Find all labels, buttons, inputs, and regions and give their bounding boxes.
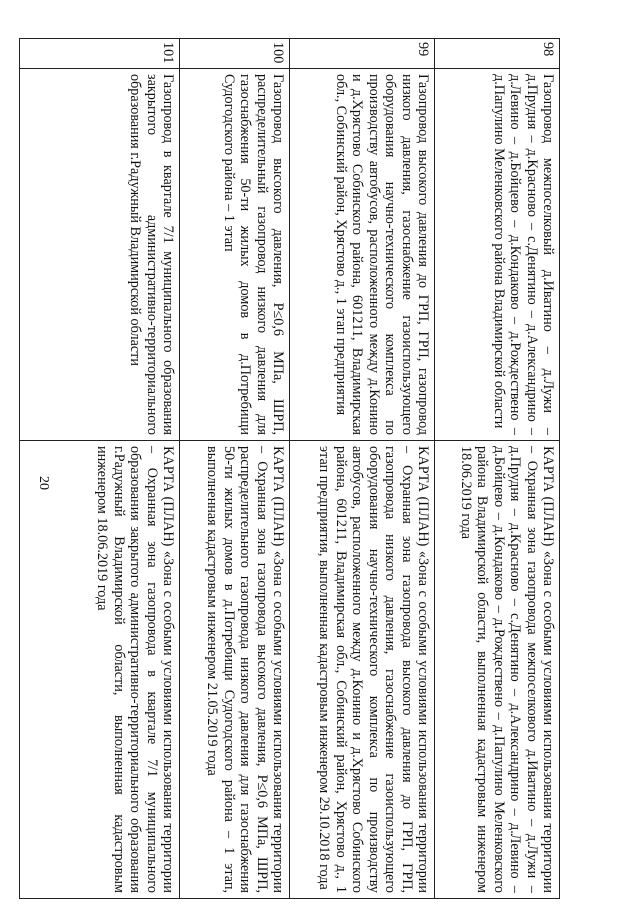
row-number: 100 <box>180 39 290 69</box>
row-number: 98 <box>435 39 560 69</box>
table-row <box>20 39 180 899</box>
document-description: КАРТА (ПЛАН) «Зона с особыми условиями использования территории – Охранная зона газопровода высокого давления до ГРП, ГРП, газопровода низкого давления, газоснабжение газоиспользующего оборудования научно-технического комплекса по производству автобусов, расположенного между д.Конино и д.Хрястово Собинского района, 601211, Владимирская обл., Собинский район, Хрястово д., 1 этап предприятия, выполненная кадастровым инженером 29.10.2018 года <box>290 441 435 899</box>
document-table-container <box>20 38 560 898</box>
table-row <box>180 39 290 899</box>
object-description: Газопровод высокого давления, Р≤0,6 МПа, ШРП, распределительный газопровод низкого давления для газоснабжения 50-ти жилых домов в д.Потребищи Судогодского района – 1 этап <box>180 69 290 441</box>
row-number: 101 <box>20 39 180 69</box>
table-row <box>290 39 435 899</box>
document-description: КАРТА (ПЛАН) «Зона с особыми условиями использования территории – Охранная зона газопровода высокого давления, Р≤0,6 МПа, ШРП, распределительного газопровода низкого давления для газоснабжения 50-ти жилых домов в д.Потребищи Судогодского района – 1 этап, выполненная кадастровым инженером 21.05.2019 года <box>180 441 290 899</box>
row-number: 99 <box>290 39 435 69</box>
document-description: КАРТА (ПЛАН) «Зона с особыми условиями использования территории – Охранная зона газопровода в квартале 7/1 муниципального образования закрытого административно-территориального образования г.Радужный Владимирской области, выполненная кадастровым инженером 18.06.2019 года <box>20 441 180 899</box>
document-description: КАРТА (ПЛАН) «Зона с особыми условиями использования территории – Охранная зона газопровода межпоселкового д.Иватино – д.Лужи – д.Прудня – д.Красново – с.Денятино – д.Александрино – д.Левино – д.Бойцево – д.Кондаково – д.Рождествено – д.Папулино Меленковского района Владимирской области, выполненная кадастровым инженером 18.06.2019 года <box>435 441 560 899</box>
document-table <box>19 38 560 899</box>
object-description: Газопровод межпоселковый д.Иватино – д.Лужи – д.Прудня – д.Красново – с.Денятино – д.Александрино – д.Левино – д.Бойцево – д.Кондаково – д.Рождествено – д.Папулино Меленковского района Владимирской области <box>435 69 560 441</box>
object-description: Газопровод в квартале 7/1 муниципального образования закрытого административно-территориального образования г.Радужный Владимирской области <box>20 69 180 441</box>
table-row <box>435 39 560 899</box>
page-number: 20 <box>36 476 51 490</box>
object-description: Газопровод высокого давления до ГРП, ГРП, газопровод низкого давления, газоснабжение газоиспользующего оборудования научно-технического комплекса по производству автобусов, расположенного между д.Конино и д.Хрястово Собинского района, 601211, Владимирская обл., Собинский район, Хрястово д., 1 этап предприятия <box>290 69 435 441</box>
